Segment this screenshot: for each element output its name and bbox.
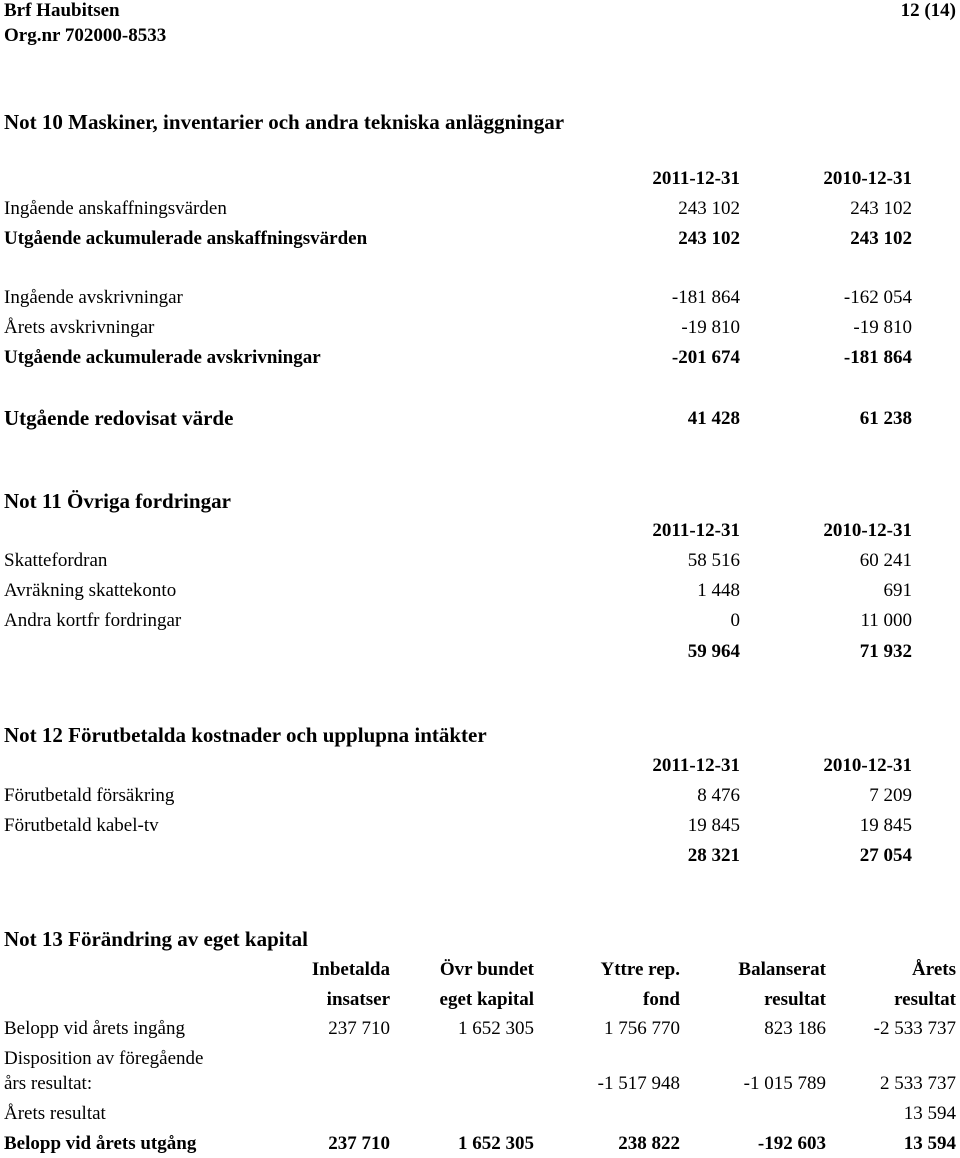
table-cell: 243 102: [678, 228, 740, 249]
table-cell: -162 054: [843, 287, 912, 308]
table-cell: 237 710: [328, 1133, 390, 1154]
note-12-title: Not 12 Förutbetalda kostnader och upplupna intäkter: [4, 723, 487, 747]
table-cell: 243 102: [850, 228, 912, 249]
note-11-col-2010: 2010-12-31: [823, 520, 912, 541]
org-number: Org.nr 702000-8533: [4, 25, 167, 46]
page-number: 12 (14): [900, 0, 956, 21]
table-row-label: års resultat:: [4, 1073, 93, 1094]
table-cell: 8 476: [697, 785, 740, 806]
table-cell: 0: [730, 610, 740, 631]
col-header: Årets: [912, 959, 956, 980]
table-row-label: Belopp vid årets utgång: [4, 1133, 197, 1154]
table-cell: 1 652 305: [458, 1133, 534, 1154]
col-header: Yttre rep.: [600, 959, 680, 980]
table-cell: 58 516: [687, 550, 740, 571]
note-12-total-2010: 27 054: [859, 845, 912, 866]
table-cell: 60 241: [859, 550, 912, 571]
note-11-total-2011: 59 964: [687, 641, 740, 662]
table-cell: -19 810: [853, 317, 912, 338]
table-row-label: Belopp vid årets ingång: [4, 1018, 185, 1039]
table-row-label: Utgående redovisat värde: [4, 406, 234, 430]
table-cell: 243 102: [678, 198, 740, 219]
note-10-title: Not 10 Maskiner, inventarier och andra tekniska anläggningar: [4, 110, 565, 134]
table-cell: 2 533 737: [880, 1073, 956, 1094]
table-row-label: Förutbetald kabel-tv: [4, 815, 159, 836]
table-cell: 1 652 305: [458, 1018, 534, 1039]
table-cell: -181 864: [671, 287, 740, 308]
col-header: eget kapital: [439, 989, 534, 1010]
table-cell: -181 864: [843, 347, 912, 368]
note-10-col-2011: 2011-12-31: [652, 168, 740, 189]
note-11-title: Not 11 Övriga fordringar: [4, 489, 231, 513]
table-row-label: Ingående anskaffningsvärden: [4, 198, 227, 219]
table-cell: 237 710: [328, 1018, 390, 1039]
table-row-label: Andra kortfr fordringar: [4, 610, 182, 631]
table-row-label: Årets avskrivningar: [4, 317, 155, 338]
table-cell: 1 448: [697, 580, 740, 601]
table-cell: 1 756 770: [604, 1018, 680, 1039]
table-row-label: Förutbetald försäkring: [4, 785, 175, 806]
col-header: resultat: [764, 989, 826, 1010]
table-cell: 238 822: [618, 1133, 680, 1154]
table-cell: 19 845: [687, 815, 740, 836]
note-12-col-2011: 2011-12-31: [652, 755, 740, 776]
note-12-col-2010: 2010-12-31: [823, 755, 912, 776]
table-cell: 13 594: [903, 1133, 956, 1154]
table-cell: 19 845: [859, 815, 912, 836]
col-header: Övr bundet: [439, 959, 534, 980]
table-row-label: Avräkning skattekonto: [4, 580, 177, 601]
table-cell: 61 238: [859, 408, 912, 429]
table-cell: 41 428: [687, 408, 740, 429]
note-10-col-2010: 2010-12-31: [823, 168, 912, 189]
table-row-label: Utgående ackumulerade anskaffningsvärden: [4, 228, 368, 249]
table-row-label: Ingående avskrivningar: [4, 287, 183, 308]
note-13-title: Not 13 Förändring av eget kapital: [4, 927, 308, 951]
note-12-total-2011: 28 321: [687, 845, 740, 866]
col-header: Inbetalda: [311, 959, 390, 980]
table-row-label: Utgående ackumulerade avskrivningar: [4, 347, 321, 368]
table-row-label: Skattefordran: [4, 550, 108, 571]
note-11-total-2010: 71 932: [859, 641, 912, 662]
table-cell: 823 186: [764, 1018, 826, 1039]
note-11-col-2011: 2011-12-31: [652, 520, 740, 541]
table-cell: -2 533 737: [873, 1018, 956, 1039]
table-cell: 691: [883, 580, 912, 601]
table-cell: -1 517 948: [597, 1073, 680, 1094]
table-cell: -1 015 789: [743, 1073, 826, 1094]
table-cell: -192 603: [757, 1133, 826, 1154]
org-name: Brf Haubitsen: [4, 0, 120, 21]
table-cell: 11 000: [860, 610, 912, 631]
col-header: fond: [643, 989, 680, 1010]
table-cell: 13 594: [903, 1103, 956, 1124]
table-cell: 243 102: [850, 198, 912, 219]
col-header: resultat: [894, 989, 956, 1010]
table-row-label: Disposition av föregående: [4, 1048, 204, 1069]
table-cell: -201 674: [671, 347, 740, 368]
col-header: Balanserat: [738, 959, 826, 980]
table-cell: 7 209: [869, 785, 912, 806]
table-row-label: Årets resultat: [4, 1103, 106, 1124]
table-cell: -19 810: [681, 317, 740, 338]
col-header: insatser: [326, 989, 390, 1010]
